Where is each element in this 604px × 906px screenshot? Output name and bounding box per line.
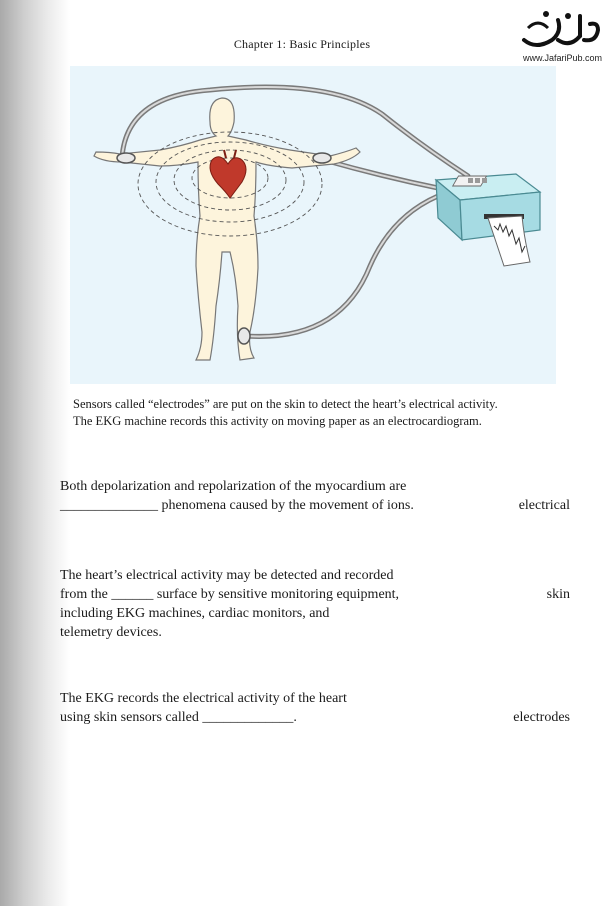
cable-leg: [246, 196, 438, 336]
ekg-illustration: [70, 66, 556, 384]
question-line: The EKG records the electrical activity of the heart: [60, 691, 347, 706]
electrode-right-arm: [117, 153, 135, 163]
chapter-header: Chapter 1: Basic Principles: [233, 37, 371, 51]
review-item: [60, 477, 580, 515]
answer-text: electrical: [518, 498, 570, 513]
ekg-machine: [436, 174, 540, 266]
caption-line: The EKG machine records this activity on moving paper as an electrocardiogram.: [73, 414, 482, 428]
electrode-left-arm: [313, 153, 331, 163]
figure-caption: [73, 396, 573, 430]
answer-text: electrodes: [513, 710, 570, 725]
human-body: [94, 98, 360, 360]
question-line: ______________ phenomena caused by the movement of ions.: [60, 498, 414, 513]
review-item: [60, 689, 580, 727]
question-line: Both depolarization and repolarization of the myocardium are: [60, 479, 407, 494]
publisher-watermark: [508, 6, 602, 68]
publisher-logo-icon: [518, 6, 602, 52]
caption-line: Sensors called “electrodes” are put on the skin to detect the heart’s electrical activity.: [73, 397, 498, 411]
electrode-leg: [238, 328, 250, 344]
question-line: telemetry devices.: [60, 625, 162, 640]
answer-text: skin: [546, 587, 570, 602]
question-line: using skin sensors called _____________.: [60, 710, 297, 725]
question-line: including EKG machines, cardiac monitors, and: [60, 606, 330, 621]
question-line: from the ______ surface by sensitive monitoring equipment,: [60, 587, 400, 602]
ekg-diagram: [70, 66, 556, 384]
publisher-url: www.JafariPub.com: [522, 53, 602, 63]
page-gutter-shadow: [0, 0, 70, 906]
review-item: [60, 566, 580, 642]
question-line: The heart’s electrical activity may be detected and recorded: [60, 568, 394, 583]
